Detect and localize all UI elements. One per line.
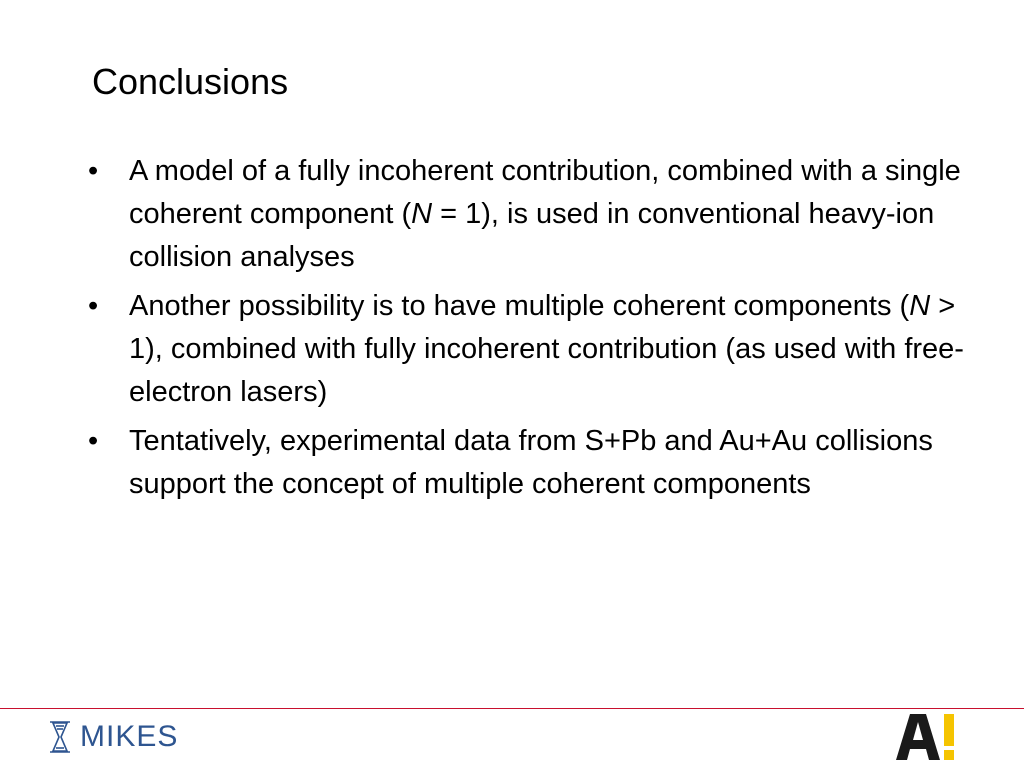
slide-title: Conclusions bbox=[92, 61, 289, 102]
hourglass-icon bbox=[46, 719, 74, 755]
variable-n: N bbox=[909, 290, 931, 322]
bullet-text: Another possibility is to have multiple coherent components ( bbox=[129, 290, 910, 322]
variable-n: N bbox=[411, 198, 433, 230]
aalto-logo bbox=[896, 712, 958, 762]
bullet-item bbox=[88, 150, 988, 279]
bullet-item bbox=[88, 420, 988, 506]
bullet-item bbox=[88, 285, 988, 414]
bullet-list bbox=[88, 150, 988, 512]
bullet-text-cont: = 1), is used in conventional heavy-ion collision analyses bbox=[129, 198, 935, 273]
bullet-text-cont: > 1), combined with fully incoherent contribution (as used with free-electron lasers) bbox=[129, 290, 964, 408]
bullet-text: Tentatively, experimental data from S+Pb and Au+Au collisions support the concept of multiple coherent components bbox=[129, 425, 933, 500]
bullet-text: A model of a fully incoherent contribution, combined with a single coherent component ( bbox=[129, 155, 961, 230]
footer-divider bbox=[0, 708, 1024, 709]
bullet-dot: • bbox=[88, 425, 99, 457]
mikes-logo bbox=[46, 715, 178, 759]
bullet-dot: • bbox=[88, 290, 99, 322]
bullet-dot: • bbox=[88, 155, 99, 187]
mikes-logo-text: MIKES bbox=[80, 720, 179, 753]
